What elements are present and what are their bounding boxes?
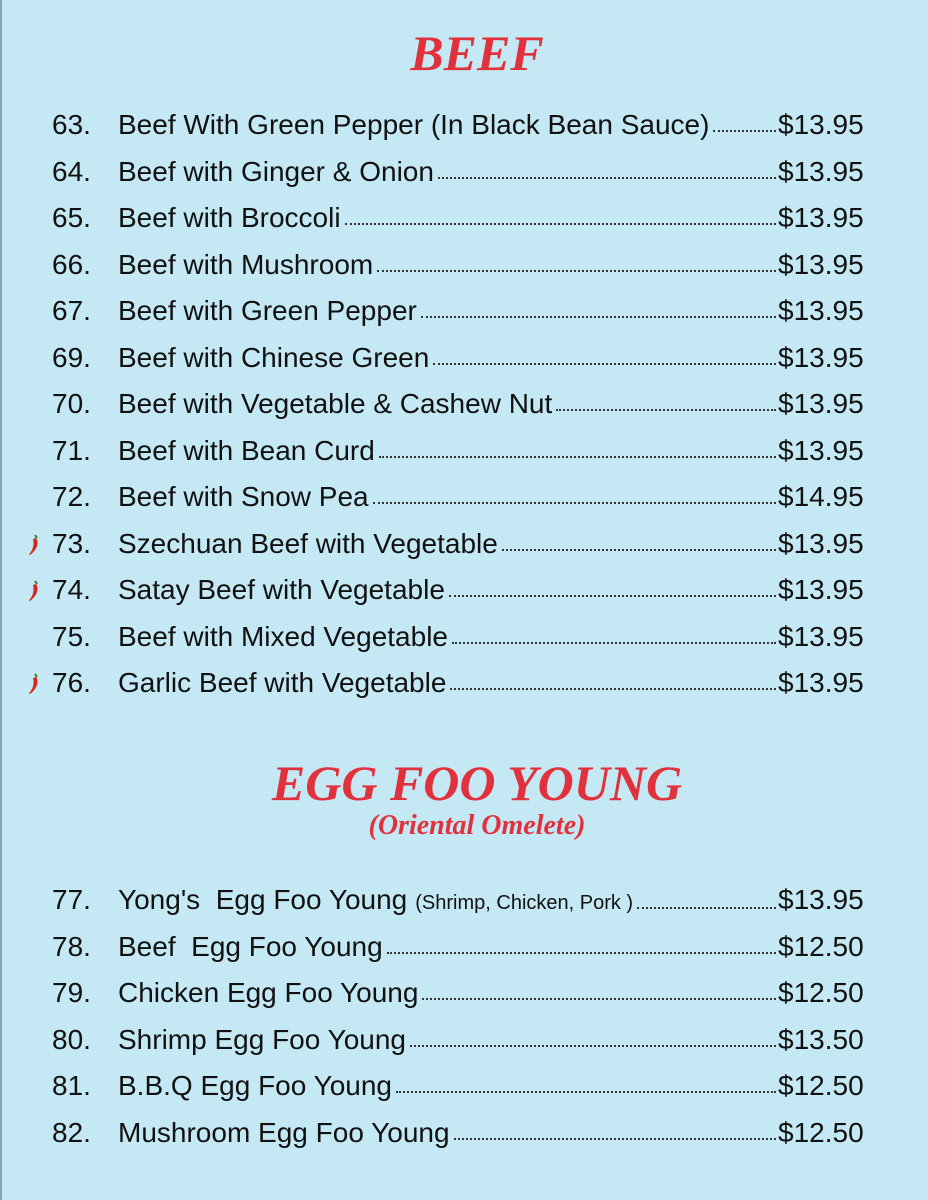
- item-name-row: [118, 428, 776, 475]
- item-name-row: [118, 924, 776, 971]
- item-price: $13.95: [778, 295, 864, 326]
- item-name: Beef with Mushroom: [118, 248, 374, 280]
- item-name-row: [118, 335, 776, 382]
- menu-item: [2, 149, 928, 196]
- item-number: 65.: [52, 202, 91, 233]
- item-name: Beef with Ginger & Onion: [118, 155, 434, 187]
- item-name-row: [118, 474, 776, 521]
- item-name: Mushroom Egg Foo Young: [118, 1116, 450, 1148]
- item-name: Beef with Broccoli: [118, 202, 341, 233]
- menu-item: [2, 242, 928, 289]
- item-name-row: [118, 1110, 776, 1157]
- dot-leader: [433, 363, 776, 365]
- dot-leader: [379, 456, 776, 458]
- chili-pepper-icon: [26, 580, 40, 602]
- item-price: $12.50: [778, 1070, 864, 1101]
- item-price: $13.95: [778, 341, 864, 373]
- dot-leader: [450, 688, 776, 690]
- egg-foo-young-subtitle: (Oriental Omelete): [368, 810, 586, 841]
- item-name-row: [118, 567, 776, 614]
- item-number: 63.: [52, 109, 91, 140]
- item-number: 70.: [52, 388, 91, 419]
- item-price: $13.95: [778, 388, 864, 419]
- menu-item: [2, 335, 928, 382]
- item-name-row: [118, 288, 776, 335]
- menu-item: [2, 288, 928, 335]
- item-name: B.B.Q Egg Foo Young: [118, 1070, 392, 1101]
- dot-leader: [373, 502, 776, 504]
- chili-pepper-icon: [26, 673, 40, 695]
- item-name-row: [118, 877, 776, 927]
- menu-item: [2, 924, 928, 971]
- item-number: 79.: [52, 977, 91, 1008]
- item-name: Yong's Egg Foo Young: [118, 884, 408, 915]
- item-name: Szechuan Beef with Vegetable: [118, 527, 498, 559]
- item-price: $13.95: [778, 620, 864, 652]
- dot-leader: [637, 907, 776, 909]
- menu-item: [2, 195, 928, 242]
- item-name: Beef Egg Foo Young: [118, 930, 383, 962]
- item-price: $13.95: [778, 574, 864, 605]
- item-number: 73.: [52, 527, 91, 559]
- item-number: 69.: [52, 341, 91, 373]
- item-name-row: [118, 242, 776, 289]
- egg-foo-young-menu-list: [2, 877, 928, 1156]
- dot-leader: [713, 130, 776, 132]
- item-price: $13.50: [778, 1023, 864, 1055]
- menu-item: [2, 660, 928, 707]
- menu-item: [2, 428, 928, 475]
- menu-item: [2, 567, 928, 614]
- item-name: Beef with Vegetable & Cashew Nut: [118, 388, 553, 419]
- item-number: 71.: [52, 434, 91, 466]
- beef-menu-list: [2, 102, 928, 707]
- dot-leader: [452, 642, 776, 644]
- menu-item: [2, 521, 928, 568]
- item-name: Garlic Beef with Vegetable: [118, 667, 447, 698]
- item-price: $13.95: [778, 109, 864, 140]
- item-name: Beef with Mixed Vegetable: [118, 620, 448, 652]
- item-name-row: [118, 1063, 776, 1110]
- item-name: Satay Beef with Vegetable: [118, 574, 445, 605]
- item-name: Chicken Egg Foo Young: [118, 977, 419, 1008]
- item-name-row: [118, 521, 776, 568]
- item-name: Beef with Bean Curd: [118, 434, 375, 466]
- item-number: 72.: [52, 481, 91, 512]
- dot-leader: [421, 316, 776, 318]
- menu-item: [2, 877, 928, 924]
- item-number: 82.: [52, 1116, 91, 1148]
- item-price: $13.95: [778, 527, 864, 559]
- item-number: 64.: [52, 155, 91, 187]
- item-price: $12.50: [778, 1116, 864, 1148]
- item-name-row: [118, 660, 776, 707]
- item-name-row: [118, 102, 776, 149]
- dot-leader: [454, 1138, 776, 1140]
- item-name: Beef with Chinese Green: [118, 341, 430, 373]
- menu-item: [2, 970, 928, 1017]
- item-name-row: [118, 1017, 776, 1064]
- beef-section-title: BEEF: [410, 25, 544, 81]
- menu-item: [2, 474, 928, 521]
- item-name-row: [118, 381, 776, 428]
- dot-leader: [556, 409, 776, 411]
- item-number: 78.: [52, 930, 91, 962]
- dot-leader: [396, 1091, 776, 1093]
- dot-leader: [345, 223, 776, 225]
- item-note: (Shrimp, Chicken, Pork ): [415, 892, 634, 914]
- dot-leader: [438, 177, 776, 179]
- item-price: $13.95: [778, 884, 864, 915]
- item-name: Beef With Green Pepper (In Black Bean Sauce): [118, 109, 710, 140]
- item-number: 67.: [52, 295, 91, 326]
- item-price: $12.50: [778, 930, 864, 962]
- item-number: 74.: [52, 574, 91, 605]
- item-price: $14.95: [778, 481, 864, 512]
- menu-item: [2, 102, 928, 149]
- chili-pepper-icon: [26, 534, 40, 556]
- item-price: $13.95: [778, 248, 864, 280]
- dot-leader: [410, 1045, 776, 1047]
- item-price: $12.50: [778, 977, 864, 1008]
- item-number: 80.: [52, 1023, 91, 1055]
- dot-leader: [377, 270, 776, 272]
- dot-leader: [422, 998, 776, 1000]
- item-name-row: [118, 149, 776, 196]
- item-price: $13.95: [778, 667, 864, 698]
- menu-item: [2, 1110, 928, 1157]
- dot-leader: [502, 549, 776, 551]
- dot-leader: [387, 952, 776, 954]
- item-price: $13.95: [778, 155, 864, 187]
- item-number: 75.: [52, 620, 91, 652]
- item-name-row: [118, 614, 776, 661]
- menu-item: [2, 1017, 928, 1064]
- item-name-row: [118, 195, 776, 242]
- item-price: $13.95: [778, 434, 864, 466]
- menu-item: [2, 381, 928, 428]
- item-price: $13.95: [778, 202, 864, 233]
- item-number: 77.: [52, 884, 91, 915]
- egg-foo-young-section-title: EGG FOO YOUNG: [271, 755, 683, 811]
- dot-leader: [449, 595, 776, 597]
- menu-item: [2, 1063, 928, 1110]
- item-name: Beef with Snow Pea: [118, 481, 369, 512]
- item-name-row: [118, 970, 776, 1017]
- item-number: 81.: [52, 1070, 91, 1101]
- item-name: Beef with Green Pepper: [118, 295, 417, 326]
- menu-item: [2, 614, 928, 661]
- item-name: Shrimp Egg Foo Young: [118, 1023, 406, 1055]
- item-number: 76.: [52, 667, 91, 698]
- item-number: 66.: [52, 248, 91, 280]
